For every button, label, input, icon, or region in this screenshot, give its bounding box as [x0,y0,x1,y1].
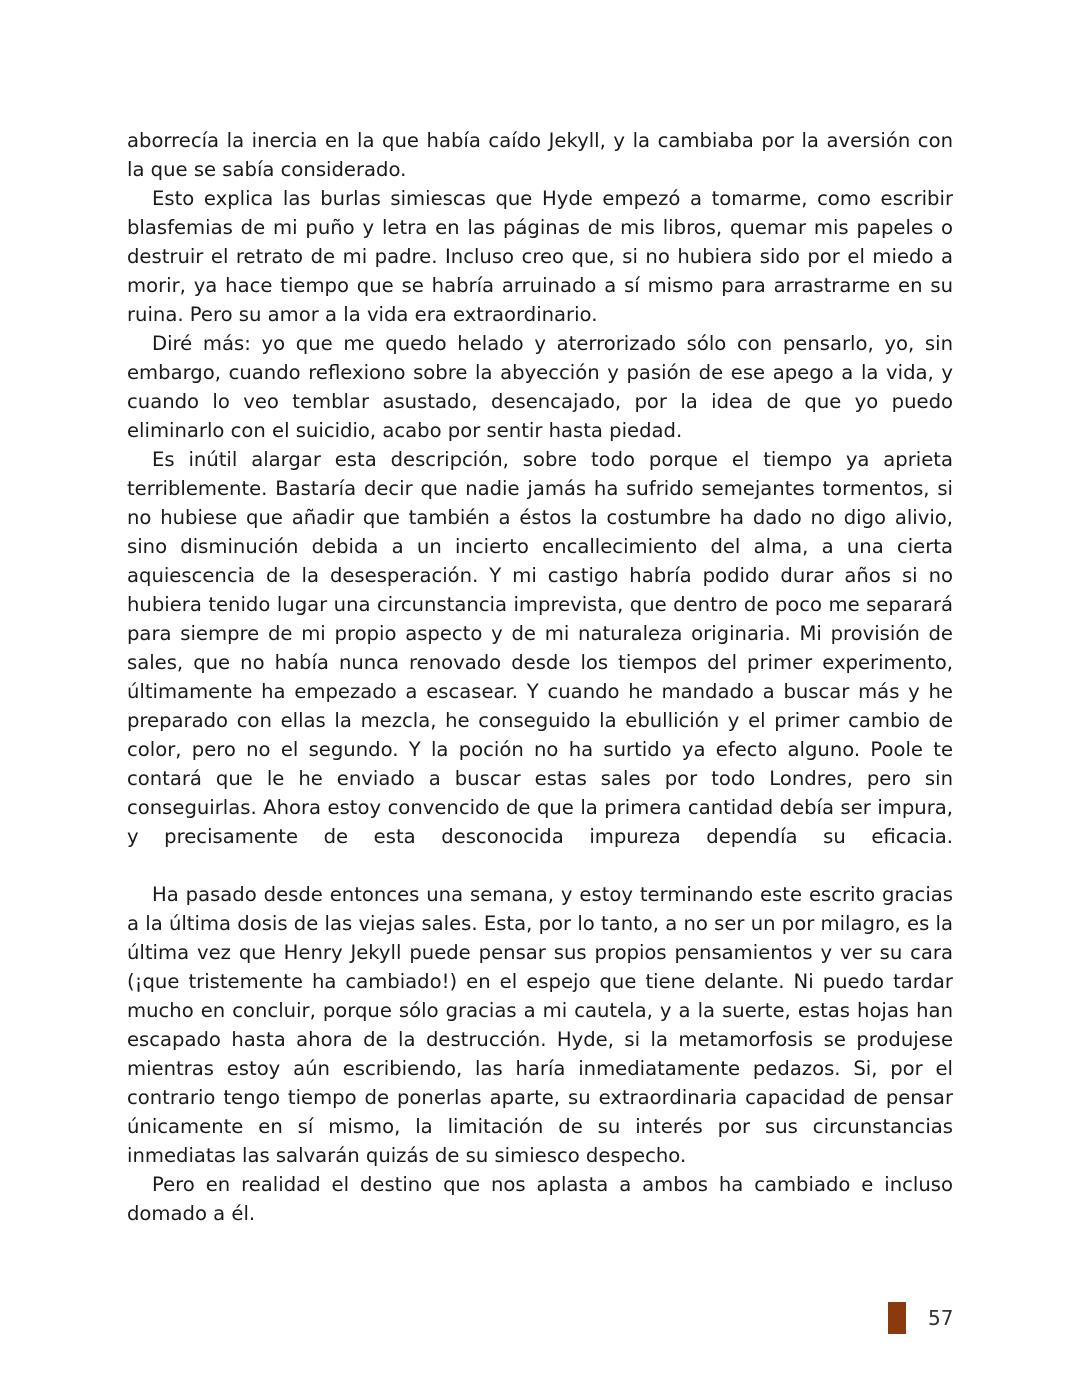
paragraph-5: Ha pasado desde entonces una semana, y estoy terminando este escrito gracias a la última dosis de las viejas sales. Esta, por lo tanto, a no ser un por milagro, es la última vez que Henry Jekyll puede pensar sus propios pensamientos y ver su cara (¡que tristemente ha cambiado!) en el espejo que tiene delante. Ni puedo tardar mucho en concluir, porque sólo gracias a mi cautela, y a la suerte, estas hojas han escapado hasta ahora de la destrucción. Hyde, si la metamorfosis se produjese mientras estoy aún escribiendo, las haría inmediatamente pedazos. Si, por el contrario tengo tiempo de ponerlas aparte, su extraordinaria capacidad de pensar únicamente en sí mismo, la limitación de su interés por sus circunstancias inmediatas las salvarán quizás de su simiesco despecho. [127,883,953,1167]
body-text [127,126,953,1228]
paragraph-4: Es inútil alargar esta descripción, sobre todo porque el tiempo ya aprieta terriblemente. Bastaría decir que nadie jamás ha sufrido semejantes tormentos, si no hubiese que añadir que también a éstos la costumbre ha dado no digo alivio, sino disminución debida a un incierto encallecimiento del alma, a una cierta aquiescencia de la desesperación. Y mi castigo habría podido durar años si no hubiera tenido lugar una circunstancia imprevista, que dentro de poco me separará para siempre de mi propio aspecto y de mi naturaleza originaria. Mi provisión de sales, que no había nunca renovado desde los tiempos del primer experimento, últimamente ha empezado a escasear. Y cuando he mandado a buscar más y he preparado con ellas la mezcla, he conseguido la ebullición y el primer cambio de color, pero no el segundo. Y la poción no ha surtido ya efecto alguno. Poole te contará que le he enviado a buscar estas sales por todo Londres, pero sin conseguirlas. Ahora estoy convencido de que la primera cantidad debía ser impura, y precisamente de esta desconocida impureza dependía su eficacia. [127,448,953,848]
paragraph-3: Diré más: yo que me quedo helado y aterrorizado sólo con pensarlo, yo, sin embargo, cuando reflexiono sobre la abyección y pasión de ese apego a la vida, y cuando lo veo temblar asustado, desencajado, por la idea de que yo puedo eliminarlo con el suicidio, acabo por sentir hasta piedad. [127,332,953,442]
page-marker-bar [888,1302,906,1334]
paragraph-6: Pero en realidad el destino que nos aplasta a ambos ha cambiado e incluso domado a él. [127,1173,953,1225]
page-number: 57 [928,1306,954,1330]
paragraph-1: aborrecía la inercia en la que había caído Jekyll, y la cambiaba por la aversión con la que se sabía considerado. [127,129,953,181]
paragraph-2: Esto explica las burlas simiescas que Hyde empezó a tomarme, como escribir blasfemias de mi puño y letra en las páginas de mis libros, quemar mis papeles o destruir el retrato de mi padre. Incluso creo que, si no hubiera sido por el miedo a morir, ya hace tiempo que se habría arruinado a sí mismo para arrastrarme en su ruina. Pero su amor a la vida era extraordinario. [127,187,953,326]
page-footer [888,1302,953,1334]
